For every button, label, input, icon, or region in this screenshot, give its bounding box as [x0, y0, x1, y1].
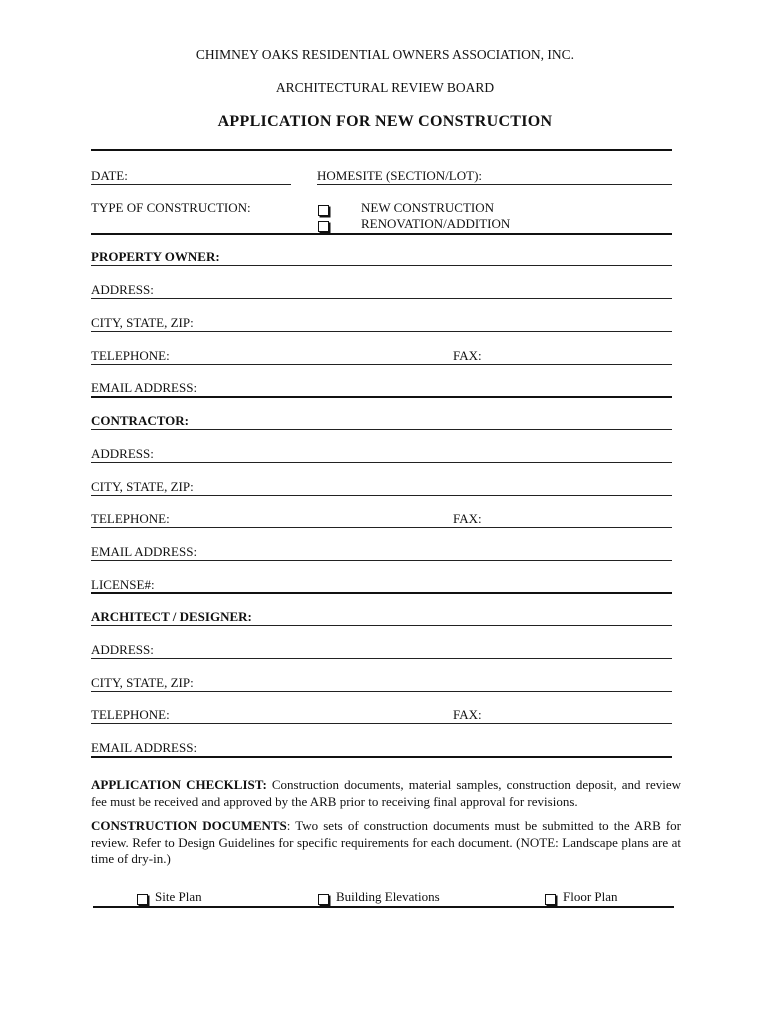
- owner-fax-label: FAX:: [453, 348, 482, 363]
- form-title: APPLICATION FOR NEW CONSTRUCTION: [217, 113, 553, 130]
- renovation-label: RENOVATION/ADDITION: [361, 216, 511, 231]
- type-rule: [91, 233, 672, 235]
- documents-heading: CONSTRUCTION DOCUMENTS: [91, 818, 287, 833]
- contractor-phone-fax-field[interactable]: [91, 527, 672, 528]
- contractor-telephone-label: TELEPHONE:: [91, 511, 170, 526]
- contractor-address-label: ADDRESS:: [91, 446, 154, 461]
- owner-phone-fax-field[interactable]: [91, 364, 672, 365]
- new-construction-label: NEW CONSTRUCTION: [361, 200, 495, 215]
- contractor-address-field[interactable]: [91, 462, 672, 463]
- contractor-name-field[interactable]: [91, 429, 672, 430]
- architect-name-field[interactable]: [91, 625, 672, 626]
- homesite-label: HOMESITE (SECTION/LOT):: [317, 168, 483, 183]
- date-field[interactable]: [91, 184, 291, 185]
- documents-paragraph: [91, 818, 681, 868]
- date-label: DATE:: [91, 168, 128, 183]
- owner-telephone-label: TELEPHONE:: [91, 348, 170, 363]
- architect-email-label: EMAIL ADDRESS:: [91, 740, 198, 755]
- contractor-heading: CONTRACTOR:: [91, 413, 189, 428]
- architect-city-label: CITY, STATE, ZIP:: [91, 675, 194, 690]
- floor-plan-label: Floor Plan: [563, 889, 618, 904]
- owner-email-field[interactable]: [91, 396, 672, 398]
- contractor-city-label: CITY, STATE, ZIP:: [91, 479, 194, 494]
- site-plan-label: Site Plan: [155, 889, 202, 904]
- checklist-paragraph: [91, 777, 681, 810]
- architect-email-field[interactable]: [91, 756, 672, 758]
- title-rule: [91, 149, 672, 151]
- owner-city-field[interactable]: [91, 331, 672, 332]
- contractor-email-label: EMAIL ADDRESS:: [91, 544, 198, 559]
- homesite-field[interactable]: [317, 184, 672, 185]
- owner-address-label: ADDRESS:: [91, 282, 154, 297]
- architect-address-field[interactable]: [91, 658, 672, 659]
- architect-fax-label: FAX:: [453, 707, 482, 722]
- checklist-heading: APPLICATION CHECKLIST:: [91, 777, 267, 792]
- board-name: ARCHITECTURAL REVIEW BOARD: [275, 80, 495, 95]
- contractor-license-field[interactable]: [91, 592, 672, 594]
- architect-address-label: ADDRESS:: [91, 642, 154, 657]
- association-name: CHIMNEY OAKS RESIDENTIAL OWNERS ASSOCIATION, INC.: [195, 47, 575, 62]
- architect-city-field[interactable]: [91, 691, 672, 692]
- owner-name-field[interactable]: [91, 265, 672, 266]
- architect-telephone-label: TELEPHONE:: [91, 707, 170, 722]
- owner-city-label: CITY, STATE, ZIP:: [91, 315, 194, 330]
- building-elevations-label: Building Elevations: [336, 889, 440, 904]
- contractor-license-label: LICENSE#:: [91, 577, 155, 592]
- checklist-text: Construction documents, material samples, construction deposit, and review fee must be received and approved by the ARB prior to receiving final approval for revisions.: [91, 777, 681, 809]
- architect-phone-fax-field[interactable]: [91, 723, 672, 724]
- owner-address-field[interactable]: [91, 298, 672, 299]
- documents-text: : Two sets of construction documents must be submitted to the ARB for review. Refer to Design Guidelines for specific requirements for each document. (NOTE: Landscape plans are at time of dry-in.): [91, 818, 681, 866]
- contractor-fax-label: FAX:: [453, 511, 482, 526]
- owner-email-label: EMAIL ADDRESS:: [91, 380, 198, 395]
- architect-heading: ARCHITECT / DESIGNER:: [91, 609, 252, 624]
- owner-heading: PROPERTY OWNER:: [91, 249, 220, 264]
- contractor-city-field[interactable]: [91, 495, 672, 496]
- type-label: TYPE OF CONSTRUCTION:: [91, 200, 251, 215]
- documents-rule: [93, 906, 674, 908]
- contractor-email-field[interactable]: [91, 560, 672, 561]
